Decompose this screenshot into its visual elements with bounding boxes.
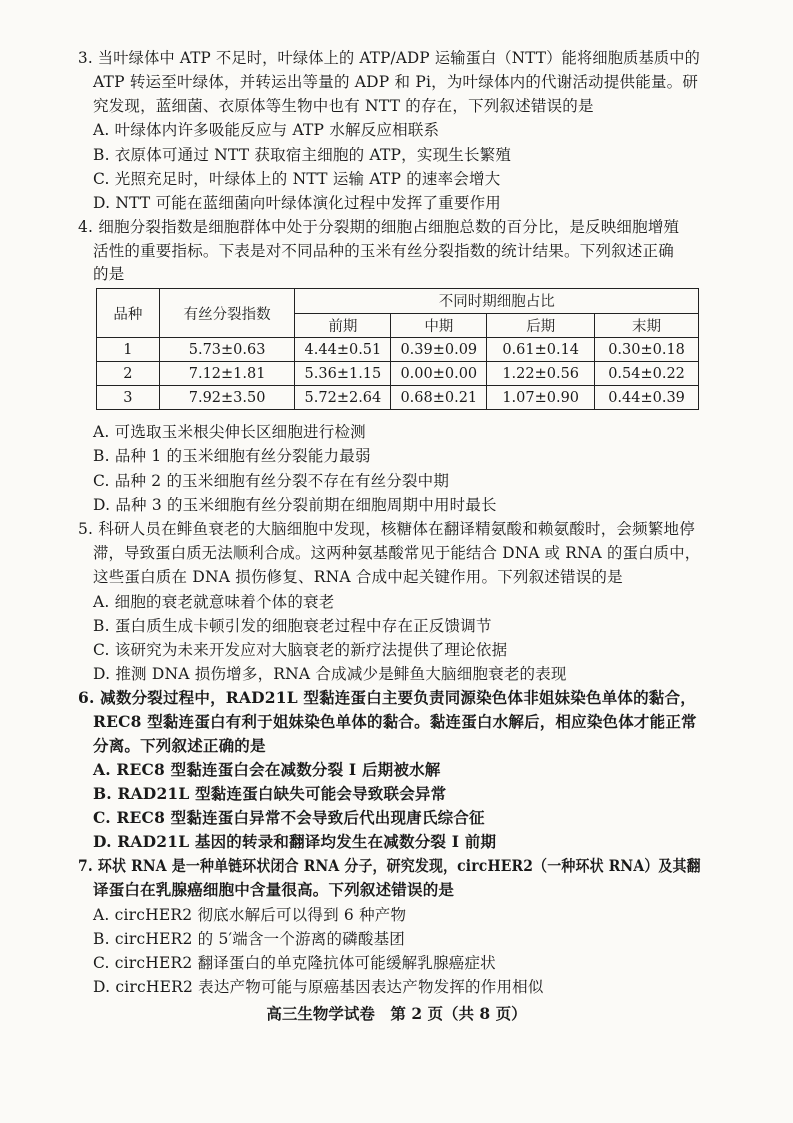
mitotic-index-table — [96, 288, 699, 410]
option-b: B. 品种 1 的玉米细胞有丝分裂能力最弱 — [93, 447, 371, 465]
option-a: A. 叶绿体内许多吸能反应与 ATP 水解反应相联系 — [93, 121, 440, 139]
cell-metaphase: 0.39±0.09 — [391, 338, 487, 362]
question-stem-line: 7. 环状 RNA 是一种单链环状闭合 RNA 分子，研究发现，circHER2（一种环状 RNA）及其翻 — [78, 856, 701, 875]
header-phase-ratio: 不同时期细胞占比 — [295, 289, 699, 314]
header-metaphase: 中期 — [391, 313, 487, 338]
cell-telophase: 0.44±0.39 — [595, 386, 699, 410]
option-b: B. circHER2 的 5′端含一个游离的磷酸基团 — [93, 930, 405, 948]
question-stem-line: 6. 减数分裂过程中，RAD21L 型黏连蛋白主要负责同源染色体非姐妹染色单体的黏合， — [78, 688, 696, 707]
cell-index: 7.12±1.81 — [159, 362, 295, 386]
option-d: D. circHER2 表达产物可能与原癌基因表达产物发挥的作用相似 — [93, 978, 544, 996]
question-stem-line: 3. 当叶绿体中 ATP 不足时，叶绿体上的 ATP/ADP 运输蛋白（NTT）能将细胞质基质中的 — [78, 49, 701, 67]
option-a: A. 细胞的衰老就意味着个体的衰老 — [93, 593, 335, 611]
cell-index: 5.73±0.63 — [159, 338, 295, 362]
header-telophase: 末期 — [595, 313, 699, 338]
option-b: B. 蛋白质生成卡顿引发的细胞衰老过程中存在正反馈调节 — [93, 617, 492, 635]
option-a: A. circHER2 彻底水解后可以得到 6 种产物 — [93, 906, 407, 924]
question-stem-line: 滞，导致蛋白质无法顺利合成。这两种氨基酸常见于能结合 DNA 或 RNA 的蛋白质中， — [93, 544, 701, 562]
cell-anaphase: 1.07±0.90 — [487, 386, 595, 410]
cell-anaphase: 0.61±0.14 — [487, 338, 595, 362]
question-stem-line: 5. 科研人员在鲱鱼衰老的大脑细胞中发现，核糖体在翻译精氨酸和赖氨酸时，会频繁地停 — [78, 520, 695, 538]
option-d: D. 品种 3 的玉米细胞有丝分裂前期在细胞周期中用时最长 — [93, 496, 497, 514]
table-row — [97, 386, 699, 410]
question-stem-line: ATP 转运至叶绿体，并转运出等量的 ADP 和 Pi，为叶绿体内的代谢活动提供能量。研 — [93, 73, 699, 91]
cell-metaphase: 0.00±0.00 — [391, 362, 487, 386]
table-row — [97, 362, 699, 386]
question-stem-line: 究发现，蓝细菌、衣原体等生物中也有 NTT 的存在，下列叙述错误的是 — [93, 97, 594, 115]
question-stem-line: 分离。下列叙述正确的是 — [93, 736, 266, 755]
question-stem-line: 的是 — [93, 265, 125, 283]
cell-prophase: 5.72±2.64 — [295, 386, 391, 410]
option-b: B. 衣原体可通过 NTT 获取宿主细胞的 ATP，实现生长繁殖 — [93, 146, 512, 164]
option-c: C. REC8 型黏连蛋白异常不会导致后代出现唐氏综合征 — [93, 808, 485, 827]
header-prophase: 前期 — [295, 313, 391, 338]
header-variety: 品种 — [97, 289, 160, 338]
option-a: A. REC8 型黏连蛋白会在减数分裂 I 后期被水解 — [93, 760, 441, 779]
option-c: C. 品种 2 的玉米细胞有丝分裂不存在有丝分裂中期 — [93, 472, 450, 490]
question-stem-line: 译蛋白在乳腺癌细胞中含量很高。下列叙述错误的是 — [93, 880, 455, 899]
question-stem-line: 4. 细胞分裂指数是细胞群体中处于分裂期的细胞占细胞总数的百分比，是反映细胞增殖 — [78, 218, 680, 236]
cell-metaphase: 0.68±0.21 — [391, 386, 487, 410]
option-b: B. RAD21L 型黏连蛋白缺失可能会导致联会异常 — [93, 784, 447, 803]
option-c: C. 该研究为未来开发应对大脑衰老的新疗法提供了理论依据 — [93, 641, 508, 659]
cell-anaphase: 1.22±0.56 — [487, 362, 595, 386]
page-footer: 高三生物学试卷 第 2 页（共 8 页） — [266, 1004, 527, 1023]
cell-prophase: 4.44±0.51 — [295, 338, 391, 362]
question-stem-line: 这些蛋白质在 DNA 损伤修复、RNA 合成中起关键作用。下列叙述错误的是 — [93, 568, 623, 586]
question-stem-line: 活性的重要指标。下表是对不同品种的玉米有丝分裂指数的统计结果。下列叙述正确 — [93, 242, 674, 260]
option-d: D. NTT 可能在蓝细菌向叶绿体演化过程中发挥了重要作用 — [93, 194, 501, 212]
cell-prophase: 5.36±1.15 — [295, 362, 391, 386]
option-c: C. 光照充足时，叶绿体上的 NTT 运输 ATP 的速率会增大 — [93, 170, 501, 188]
cell-variety: 2 — [97, 362, 160, 386]
option-d: D. 推测 DNA 损伤增多，RNA 合成减少是鲱鱼大脑细胞衰老的表现 — [93, 665, 567, 683]
header-anaphase: 后期 — [487, 313, 595, 338]
cell-variety: 3 — [97, 386, 160, 410]
question-stem-line: REC8 型黏连蛋白有利于姐妹染色单体的黏合。黏连蛋白水解后，相应染色体才能正常 — [93, 712, 697, 731]
option-c: C. circHER2 翻译蛋白的单克隆抗体可能缓解乳腺癌症状 — [93, 954, 496, 972]
cell-variety: 1 — [97, 338, 160, 362]
cell-telophase: 0.30±0.18 — [595, 338, 699, 362]
table-row — [97, 338, 699, 362]
cell-telophase: 0.54±0.22 — [595, 362, 699, 386]
cell-index: 7.92±3.50 — [159, 386, 295, 410]
option-a: A. 可选取玉米根尖伸长区细胞进行检测 — [93, 423, 366, 441]
header-mitotic-index: 有丝分裂指数 — [159, 289, 295, 338]
option-d: D. RAD21L 基因的转录和翻译均发生在减数分裂 I 前期 — [93, 832, 497, 851]
